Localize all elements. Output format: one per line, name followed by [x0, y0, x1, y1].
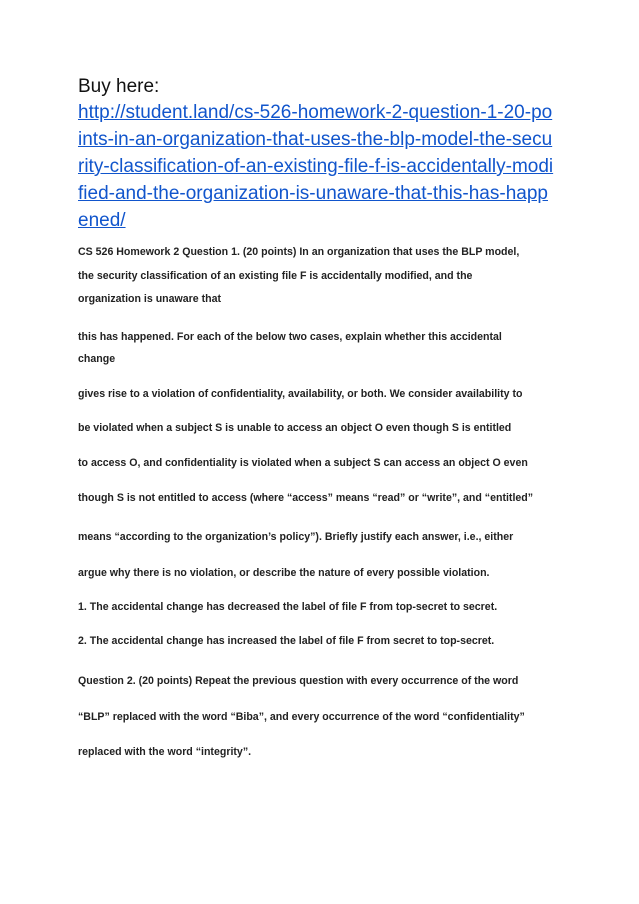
- body-line: though S is not entitled to access (where “access” means “read” or “write”, and “entitled”: [78, 492, 534, 504]
- product-link-line-3[interactable]: rity-classification-of-an-existing-file-f-is-accidentally-modi: [78, 156, 554, 177]
- body-line: means “according to the organization’s policy”). Briefly justify each answer, i.e., either: [78, 531, 514, 543]
- body-line: the security classification of an existing file F is accidentally modified, and the: [78, 270, 473, 282]
- body-line: CS 526 Homework 2 Question 1. (20 points) In an organization that uses the BLP model,: [78, 246, 520, 258]
- body-line: be violated when a subject S is unable to access an object O even though S is entitled: [78, 422, 512, 434]
- product-link-line-1[interactable]: http://student.land/cs-526-homework-2-question-1-20-po: [78, 102, 553, 123]
- body-line: 2. The accidental change has increased the label of file F from secret to top-secret.: [78, 635, 495, 647]
- body-line: 1. The accidental change has decreased the label of file F from top-secret to secret.: [78, 601, 498, 613]
- body-line: “BLP” replaced with the word “Biba”, and every occurrence of the word “confidentiality”: [78, 711, 525, 723]
- body-line: change: [78, 353, 116, 365]
- buy-here-label: Buy here:: [78, 76, 160, 97]
- body-line: organization is unaware that: [78, 293, 222, 305]
- body-line: replaced with the word “integrity”.: [78, 746, 252, 758]
- body-line: gives rise to a violation of confidentiality, availability, or both. We consider availability to: [78, 388, 523, 400]
- body-line: argue why there is no violation, or describe the nature of every possible violation.: [78, 567, 490, 579]
- product-link-line-2[interactable]: ints-in-an-organization-that-uses-the-blp-model-the-secu: [78, 129, 553, 150]
- product-link-line-4[interactable]: fied-and-the-organization-is-unaware-that-this-has-happ: [78, 183, 548, 204]
- product-link-line-5[interactable]: ened/: [78, 210, 126, 231]
- body-line: to access O, and confidentiality is violated when a subject S can access an object O even: [78, 457, 528, 469]
- body-line: this has happened. For each of the below two cases, explain whether this accidental: [78, 331, 502, 343]
- body-line: Question 2. (20 points) Repeat the previous question with every occurrence of the word: [78, 675, 519, 687]
